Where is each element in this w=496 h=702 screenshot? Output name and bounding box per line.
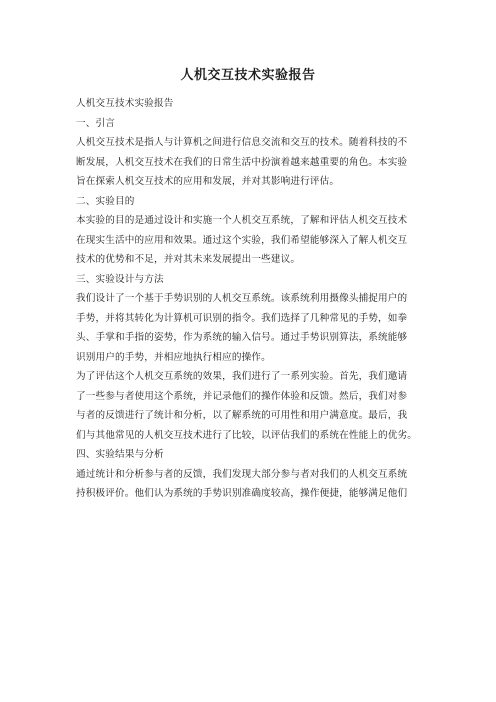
paragraph-line: 技术的优势和不足，并对其未来发展提出一些建议。 [76,254,301,265]
paragraph-line: 持积极评价。他们认为系统的手势识别准确度较高，操作便捷，能够满足他们 [76,488,408,499]
paragraph-line: 头、手掌和手指的姿势，作为系统的输入信号。通过手势识别算法，系统能够 [76,332,408,343]
section-heading-purpose: 二、实验目的 [76,195,135,207]
section-heading-introduction: 一、引言 [76,117,115,129]
paragraph-line: 识别用户的手势，并相应地执行相应的操作。 [76,351,271,363]
paragraph-line: 人机交互技术是指人与计算机之间进行信息交流和交互的技术。随着科技的不 [76,137,408,148]
paragraph-line: 在现实生活中的应用和效果。通过这个实验，我们希望能够深入了解人机交互 [76,234,408,246]
paragraph-line: 我们设计了一个基于手势识别的人机交互系统。该系统利用摄像头捕捉用户的 [76,293,408,304]
paragraph-line: 与者的反馈进行了统计和分析，以了解系统的可用性和用户满意度。最后，我 [76,410,408,421]
paragraph-line: 通过统计和分析参与者的反馈，我们发现大部分参与者对我们的人机交互系统 [76,468,408,480]
paragraph-line: 本实验的目的是通过设计和实施一个人机交互系统，了解和评估人机交互技术 [76,215,408,226]
paragraph-line: 为了评估这个人机交互系统的效果，我们进行了一系列实验。首先，我们邀请 [76,371,408,382]
paragraph-line: 旨在探索人机交互技术的应用和发展，并对其影响进行评估。 [76,176,340,187]
document-body [76,94,436,504]
paragraph-line: 们与其他常见的人机交互技术进行了比较，以评估我们的系统在性能上的优劣。 [76,429,418,441]
section-heading-design-method: 三、实验设计与方法 [76,273,164,285]
section-heading-results: 四、实验结果与分析 [76,449,164,460]
subtitle-line: 人机交互技术实验报告 [76,98,174,109]
paragraph-line: 断发展，人机交互技术在我们的日常生活中扮演着越来越重要的角色。本实验 [76,156,408,168]
paragraph-line: 了一些参与者使用这个系统，并记录他们的操作体验和反馈。然后，我们对参 [76,390,408,402]
paragraph-line: 手势，并将其转化为计算机可识别的指令。我们选择了几种常见的手势，如拳 [76,312,408,324]
document-title: 人机交互技术实验报告 [180,68,316,83]
